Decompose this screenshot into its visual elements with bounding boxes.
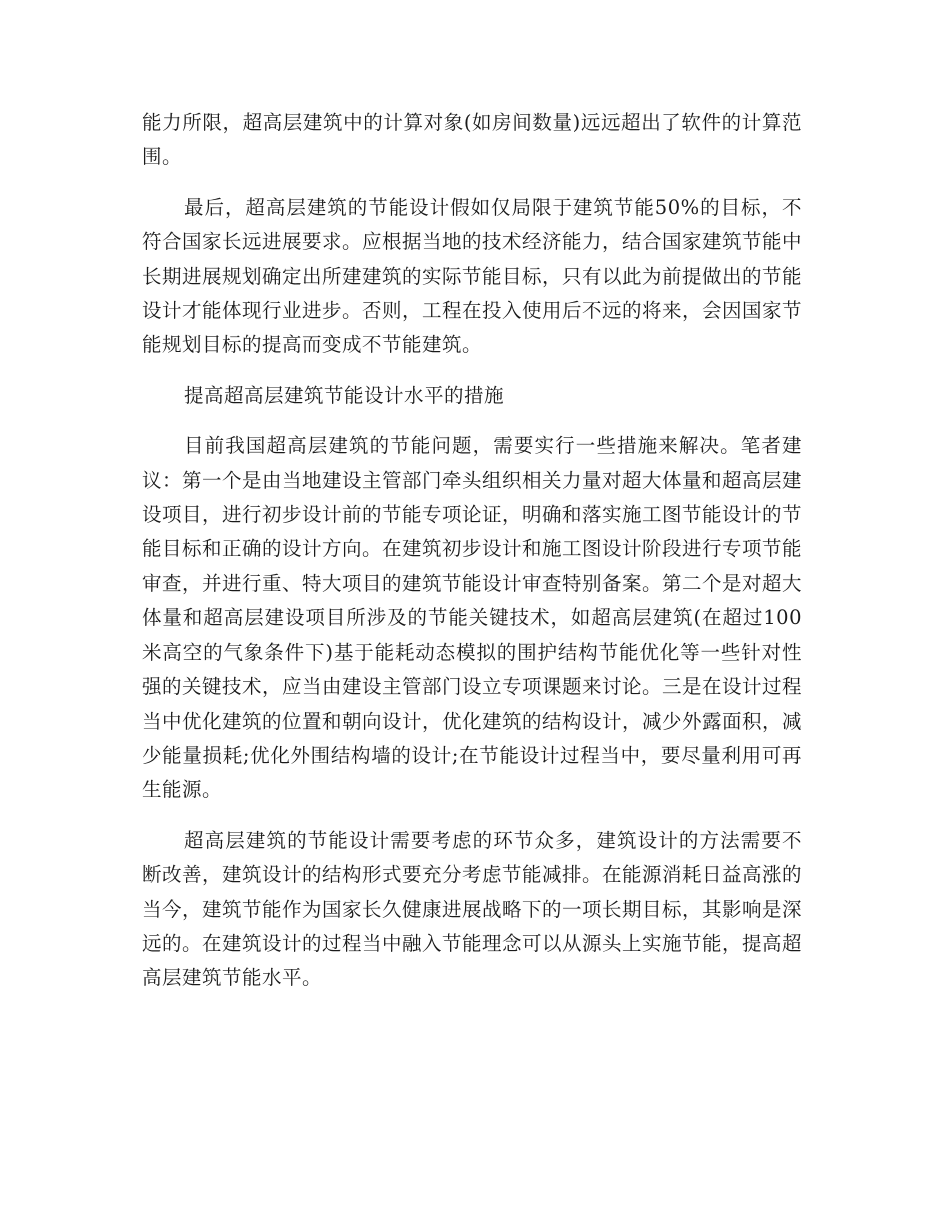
paragraph-final-point: 最后，超高层建筑的节能设计假如仅局限于建筑节能50%的目标，不符合国家长远进展要求。应根据当地的技术经济能力，结合国家建筑节能中长期进展规划确定出所建建筑的实际节能目标，只有以此为前提做出的节能设计才能体现行业进步。否则，工程在投入使用后不远的将来，会因国家节能规划目标的提高而变成不节能建筑。 — [142, 195, 803, 357]
paragraph-measures: 目前我国超高层建筑的节能问题，需要实行一些措施来解决。笔者建议：第一个是由当地建设主管部门牵头组织相关力量对超大体量和超高层建设项目，进行初步设计前的节能专项论证，明确和落实施工图节能设计的节能目标和正确的设计方向。在建筑初步设计和施工图设计阶段进行专项节能审查，并进行重、特大项目的建筑节能设计审查特别备案。第二个是对超大体量和超高层建设项目所涉及的节能关键技术，如超高层建筑(在超过100米高空的气象条件下)基于能耗动态模拟的围护结构节能优化等一些针对性强的关键技术，应当由建设主管部门设立专项课题来讨论。三是在设计过程当中优化建筑的位置和朝向设计，优化建筑的结构设计，减少外露面积，减少能量损耗;优化外围结构墙的设计;在节能设计过程当中，要尽量利用可再生能源。 — [142, 434, 803, 802]
document-page — [142, 106, 802, 1012]
paragraph-conclusion: 超高层建筑的节能设计需要考虑的环节众多，建筑设计的方法需要不断改善，建筑设计的结构形式要充分考虑节能减排。在能源消耗日益高涨的当今，建筑节能作为国家长久健康进展战略下的一项长期目标，其影响是深远的。在建筑设计的过程当中融入节能理念可以从源头上实施节能，提高超高层建筑节能水平。 — [142, 828, 803, 990]
section-heading: 提高超高层建筑节能设计水平的措施 — [184, 383, 505, 407]
paragraph-continued: 能力所限，超高层建筑中的计算对象(如房间数量)远远超出了软件的计算范围。 — [142, 111, 802, 169]
